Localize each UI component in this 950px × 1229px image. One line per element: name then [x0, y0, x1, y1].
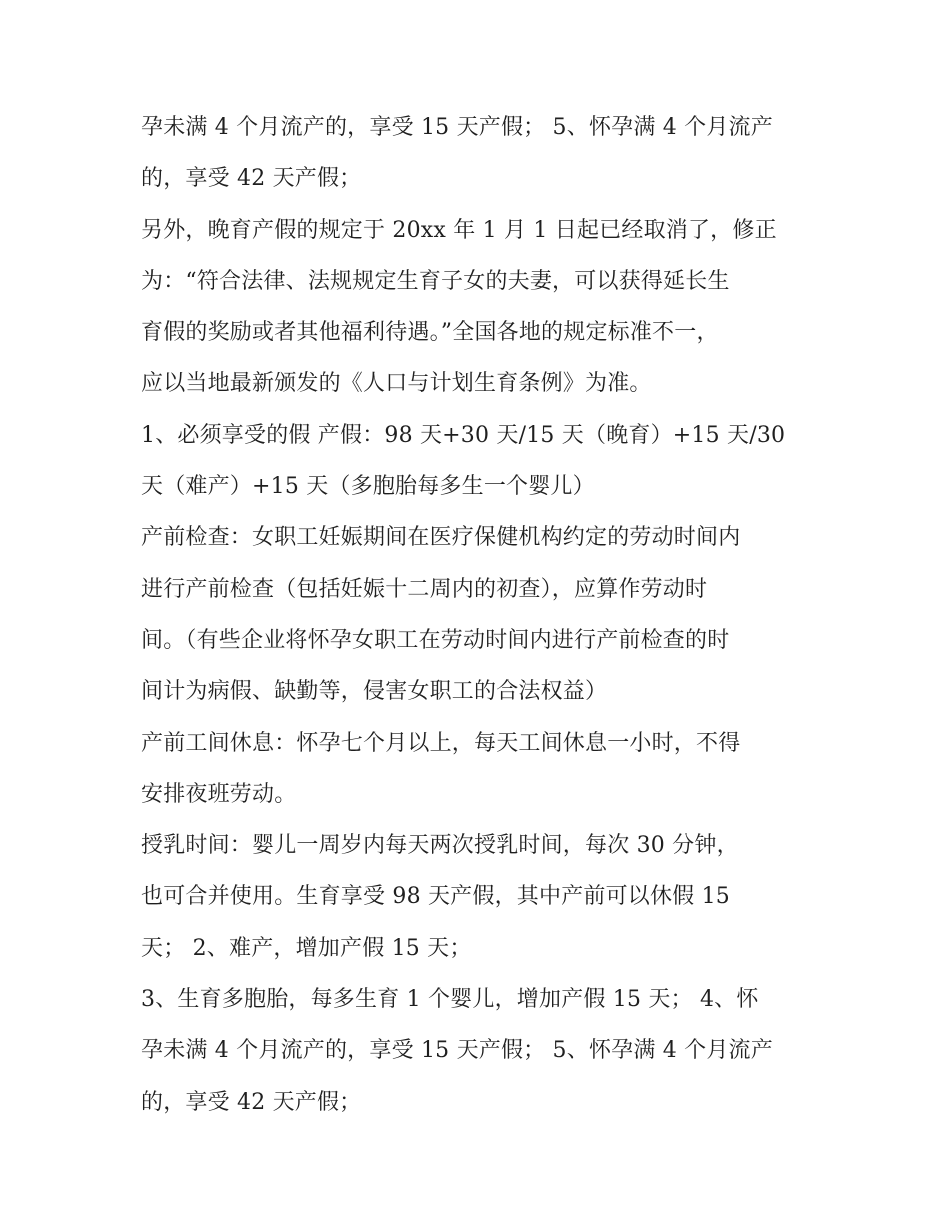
text-line: 也可合并使用。生育享受 98 天产假，其中产前可以休假 15: [141, 884, 730, 910]
text-line: 另外，晚育产假的规定于 20xx 年 1 月 1 日起已经取消了，修正: [141, 217, 777, 243]
text-line: 间计为病假、缺勤等，侵害女职工的合法权益）: [141, 679, 608, 705]
text-line: 授乳时间：婴儿一周岁内每天两次授乳时间，每次 30 分钟，: [141, 833, 739, 859]
text-line: 产前检查：女职工妊娠期间在医疗保健机构约定的劳动时间内: [141, 525, 741, 551]
text-line: 天（难产）+15 天（多胞胎每多生一个婴儿）: [141, 474, 595, 500]
text-line: 安排夜班劳动。: [141, 781, 297, 807]
text-line: 1、必须享受的假 产假：98 天+30 天/15 天（晚育）+15 天/30: [141, 422, 786, 448]
text-line: 产前工间休息：怀孕七个月以上，每天工间休息一小时，不得: [141, 730, 741, 756]
text-line: 的，享受 42 天产假；: [141, 1089, 362, 1115]
text-line: 育假的奖励或者其他福利待遇。”全国各地的规定标准不一，: [141, 320, 719, 346]
text-line: 孕未满 4 个月流产的，享受 15 天产假； 5、怀孕满 4 个月流产: [141, 1038, 773, 1064]
text-line: 为：“符合法律、法规规定生育子女的夫妻，可以获得延长生: [141, 268, 730, 294]
text-line: 进行产前检查（包括妊娠十二周内的初查），应算作劳动时: [141, 576, 708, 602]
document-body: [141, 102, 821, 1128]
text-line: 天； 2、难产，增加产假 15 天；: [141, 935, 472, 961]
text-line: 应以当地最新颁发的《人口与计划生育条例》为准。: [141, 371, 652, 397]
text-line: 3、生育多胞胎，每多生育 1 个婴儿，增加产假 15 天； 4、怀: [141, 987, 759, 1013]
text-line: 间。（有些企业将怀孕女职工在劳动时间内进行产前检查的时: [141, 627, 730, 653]
text-line: 孕未满 4 个月流产的，享受 15 天产假； 5、怀孕满 4 个月流产: [141, 115, 773, 140]
text-line: 的，享受 42 天产假；: [141, 166, 362, 192]
